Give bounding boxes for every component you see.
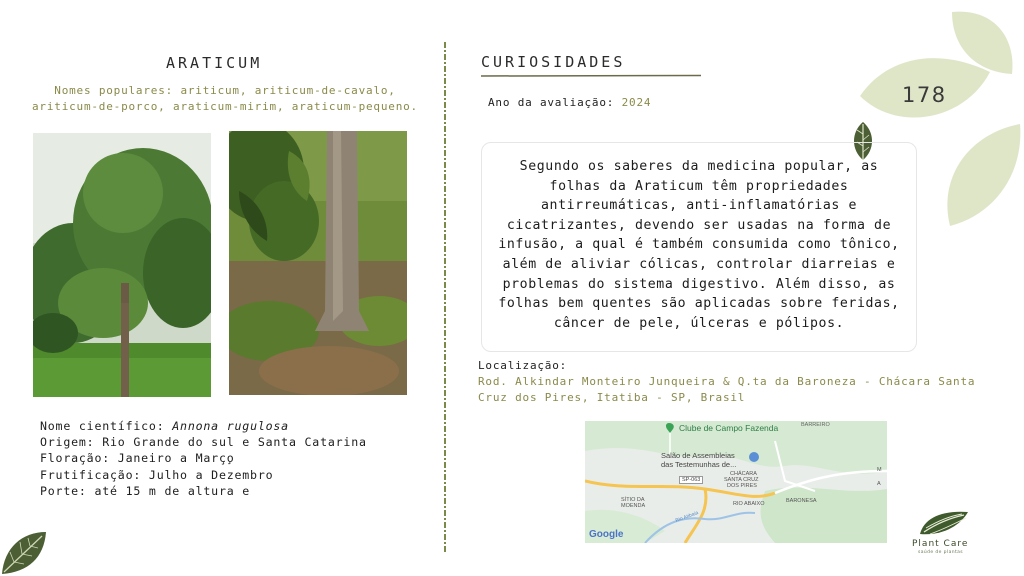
vine-divider xyxy=(444,42,446,552)
map-label: BARREIRO xyxy=(801,422,830,428)
popular-names-line-2: ariticum-de-porco, araticum-mirim, araticum-pequeno. xyxy=(32,100,418,113)
location xyxy=(478,358,975,406)
brand-name: Plant Care xyxy=(912,539,969,549)
title-underline xyxy=(481,74,701,78)
location-address-line-1: Rod. Alkindar Monteiro Junqueira & Q.ta da Baroneza - Chácara Santa xyxy=(478,375,976,388)
trunk-photo xyxy=(229,131,407,395)
text-line: além de aliviar cólicas, controlar diarreias e xyxy=(502,256,896,272)
brand-logo-icon xyxy=(918,508,970,538)
text-line: folhas bem quentes são aplicadas sobre feridas, xyxy=(498,296,900,312)
location-address-line-2: Cruz dos Pires, Itatiba - SP, Brasil xyxy=(478,391,746,404)
map-label: MOENDA xyxy=(621,503,646,509)
scientific-name-label: Nome científico: xyxy=(40,419,173,433)
text-line: antirreumáticas, anti-inflamatórias e xyxy=(541,198,857,214)
map-label: SÍTIO DA xyxy=(621,497,645,503)
map-label: Salão de Assembleias xyxy=(661,451,735,460)
map-label: M xyxy=(877,467,882,473)
map-label: BARONESA xyxy=(786,498,817,504)
text-line: problemas do sistema digestivo. Além disso, as xyxy=(502,276,896,292)
scientific-name xyxy=(40,418,367,434)
size: Porte: até 15 m de altura e xyxy=(40,483,251,498)
location-label: Localização: xyxy=(478,359,568,372)
scientific-name-value: Annona rugulosa xyxy=(172,419,289,433)
flowering: Floração: Janeiro a Març̧o xyxy=(40,451,235,466)
plant-title: ARATICUM xyxy=(166,54,263,72)
map-label: SP-063 xyxy=(679,476,703,484)
plant-info xyxy=(40,418,367,499)
popular-names xyxy=(30,83,420,115)
curiosity-text-box xyxy=(481,142,917,352)
evaluation-year-value: 2024 xyxy=(621,96,652,109)
evaluation-year-label: Ano da avaliação: xyxy=(488,96,622,109)
origin: Origem: Rio Grande do sul e Santa Catarina xyxy=(40,435,367,450)
google-logo: Google xyxy=(589,529,624,540)
fruiting: Frutificação: Julho a Dezembro xyxy=(40,467,274,482)
section-title: CURIOSIDADES xyxy=(481,53,626,71)
text-line: câncer de pele, úlceras e pólipos. xyxy=(553,315,845,331)
map-label: Rio Atibaia xyxy=(674,510,700,524)
leaf-icon xyxy=(0,528,48,576)
page-number: 178 xyxy=(902,83,947,107)
text-line: cicatrizantes, devendo ser usadas na forma de xyxy=(506,217,892,233)
map-label: das Testemunhas de... xyxy=(661,460,737,469)
location-map[interactable] xyxy=(585,421,887,543)
popular-names-line-1: Nomes populares: ariticum, ariticum-de-cavalo, xyxy=(54,84,396,97)
map-label: CHÁCARA xyxy=(730,471,757,477)
text-line: infusão, a qual é também consumida como tônico, xyxy=(498,237,900,253)
text-line: folhas da Araticum têm propriedades xyxy=(549,178,849,194)
tree-photo xyxy=(33,133,211,397)
map-label: A xyxy=(877,481,881,487)
map-label: DOS PIRES xyxy=(727,483,757,489)
map-label: RIO ABAIXO xyxy=(733,501,765,507)
map-label: Clube de Campo Fazenda xyxy=(679,423,779,433)
map-label: SANTA CRUZ xyxy=(724,477,759,483)
text-line: Segundo os saberes da medicina popular, as xyxy=(519,159,879,174)
brand-tagline: saúde de plantas xyxy=(918,550,964,555)
evaluation-year xyxy=(488,96,651,109)
